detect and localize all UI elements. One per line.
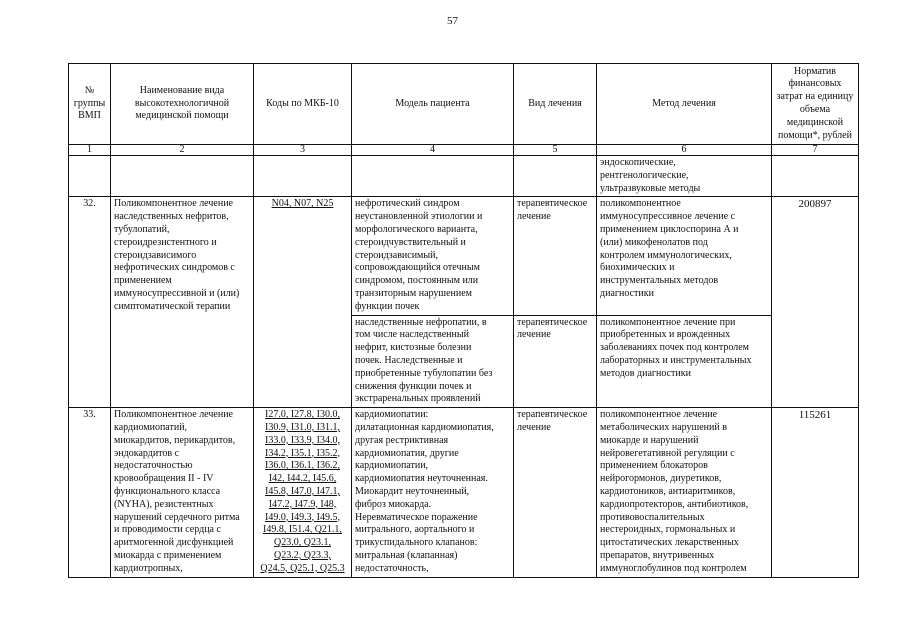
- column-number: 4: [352, 145, 514, 156]
- page-number: 57: [447, 15, 458, 27]
- table-header-row: [69, 64, 859, 145]
- column-number: 7: [772, 145, 859, 156]
- cost-cell: 115261: [772, 408, 859, 577]
- column-number: 2: [111, 145, 254, 156]
- group-number-cell: 32.: [69, 197, 111, 408]
- header-cost-standard: Норматив финансовых затрат на единицу объема медицинской помощи*, рублей: [772, 64, 859, 145]
- cost-cell: 200897: [772, 197, 859, 408]
- column-number: 5: [514, 145, 597, 156]
- treatment-type-cell: терапевтическое лечение: [514, 315, 597, 408]
- empty-cell: [254, 156, 352, 197]
- header-group-number: № группы ВМП: [69, 64, 111, 145]
- table-row-32: [69, 197, 859, 315]
- header-care-type: Наименование вида высокотехнологичной медицинской помощи: [111, 64, 254, 145]
- treatment-type-cell: терапевтическое лечение: [514, 408, 597, 577]
- empty-cell: [69, 156, 111, 197]
- empty-cell: [514, 156, 597, 197]
- patient-model-cell: кардиомиопатии: дилатационная кардиомиопатия, другая рестриктивная кардиомиопатия, другие кардиомиопатии, кардиомиопатия неуточненная. Миокардит неуточненный, фиброз миокарда. Неревматическое поражение митрального, аортального и трикуспидального клапанов: митральная (клапанная) недостаточность,: [352, 408, 514, 577]
- treatment-method-cell: поликомпонентное лечение при приобретенных и врожденных заболеваниях почек под контролем лабораторных и инструментальных методов диагностики: [597, 315, 772, 408]
- treatment-method-cell: поликомпонентное иммуносупрессивное лечение с применением циклоспорина А и (или) микофенолатов под контролем иммунологических, биохимических и инструментальных методов диагностики: [597, 197, 772, 315]
- care-type-cell: Поликомпонентное лечение наследственных нефритов, тубулопатий, стероидрезистентного и стероидзависимого нефротических синдромов с применением иммуносупрессивной и (или) симптоматической терапии: [111, 197, 254, 408]
- table-row-33: [69, 408, 859, 577]
- vmp-table: [68, 63, 859, 578]
- icd-codes-cell: N04, N07, N25: [254, 197, 352, 408]
- care-type-cell: Поликомпонентное лечение кардиомиопатий, миокардитов, перикардитов, эндокардитов с недостаточностью кровообращения II - IV функционального класса (NYHA), резистентных нарушений сердечного ритма и проводимости сердца с аритмогенной дисфункцией миокарда с применением кардиотропных,: [111, 408, 254, 577]
- treatment-method-cell: поликомпонентное лечение метаболических нарушений в миокарде и нарушений нейровегетативной регуляции с применением блокаторов нейрогормонов, диуретиков, кардиотоников, антиаритмиков, кардиопротекторов, антибиотиков, противовоспалительных нестероидных, гормональных и цитостатических лекарственных препаратов, внутривенных иммуноглобулинов под контролем: [597, 408, 772, 577]
- table-row-continuation: [69, 156, 859, 197]
- patient-model-cell: нефротический синдром неустановленной этиологии и морфологического варианта, стероидчувствительный и стероидзависимый, сопровождающийся отечным синдромом, постоянным или транзиторным нарушением функции почек: [352, 197, 514, 315]
- header-patient-model: Модель пациента: [352, 64, 514, 145]
- empty-cell: [111, 156, 254, 197]
- empty-cell: [352, 156, 514, 197]
- column-number: 6: [597, 145, 772, 156]
- icd-codes-cell: I27.0, I27.8, I30.0, I30.9, I31.0, I31.1, I33.0, I33.9, I34.0, I34.2, I35.1, I35.2, I36.0, I36.1, I36.2, I42, I44.2, I45.6, I45.8, I47.0, I47.1, I47.2, I47.9, I48, I49.0, I49.3, I49.5, I49.8, I51.4, Q21.1, Q23.0, Q23.1, Q23.2, Q23.3, Q24.5, Q25.1, Q25.3: [254, 408, 352, 577]
- group-number-cell: 33.: [69, 408, 111, 577]
- treatment-method-cell: эндоскопические, рентгенологические, ультразвуковые методы: [597, 156, 772, 197]
- patient-model-cell: наследственные нефропатии, в том числе наследственный нефрит, кистозные болезни почек. Наследственные и приобретенные тубулопатии без снижения функции почек и экстраренальных проявлений: [352, 315, 514, 408]
- column-number: 3: [254, 145, 352, 156]
- header-treatment-type: Вид лечения: [514, 64, 597, 145]
- empty-cell: [772, 156, 859, 197]
- column-number: 1: [69, 145, 111, 156]
- treatment-type-cell: терапевтическое лечение: [514, 197, 597, 315]
- header-treatment-method: Метод лечения: [597, 64, 772, 145]
- header-icd-codes: Коды по МКБ-10: [254, 64, 352, 145]
- column-number-row: [69, 145, 859, 156]
